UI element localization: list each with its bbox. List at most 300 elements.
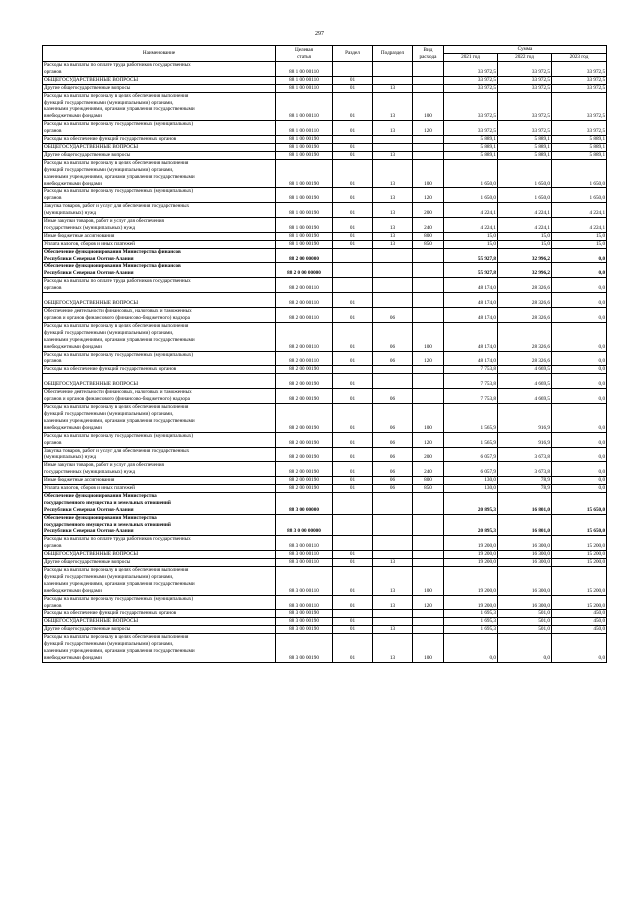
row-sum-2022: 16 300,0 <box>498 567 552 596</box>
table-row <box>43 92 607 121</box>
row-section <box>333 62 373 77</box>
row-subsection: 13 <box>373 218 413 233</box>
row-name <box>43 366 276 374</box>
row-subsection: 13 <box>373 159 413 188</box>
row-sum-2023: 0,0 <box>552 293 607 308</box>
row-name-line: Расходы на выплаты персоналу государственных (муниципальных) <box>44 432 194 439</box>
row-section: 01 <box>333 293 373 308</box>
row-target-article: 88 1 00 00110 <box>276 92 333 121</box>
row-section: 01 <box>333 462 373 477</box>
row-name-line: внебюджетными фондами <box>44 343 102 350</box>
row-name-line: Обеспечение функционирования Министерства финансов <box>44 263 181 270</box>
row-target-article: 88 3 00 00110 <box>276 551 333 559</box>
row-name-line: Расходы на выплаты по оплате труда работников государственных <box>44 278 191 285</box>
row-name-line: органов и органов финансового (финансово-бюджетного) надзора <box>44 396 190 403</box>
row-sum-2021: 48 174,0 <box>444 293 498 308</box>
row-section <box>333 366 373 374</box>
row-name-line: Расходы на обеспечение функций государственных органов <box>44 136 177 143</box>
table-row <box>43 351 607 366</box>
row-expense-kind <box>413 143 444 151</box>
row-name-line: Расходы на выплаты персоналу государственных (муниципальных) <box>44 595 194 602</box>
row-section: 01 <box>333 308 373 323</box>
row-sum-2022: 1 650,0 <box>498 188 552 203</box>
row-sum-2022: 916,9 <box>498 432 552 447</box>
row-name-line: Расходы на обеспечение функций государственных органов <box>44 366 177 373</box>
row-name <box>43 188 276 203</box>
table-row <box>43 485 607 493</box>
row-sum-2023: 0,0 <box>552 351 607 366</box>
row-name <box>43 240 276 248</box>
row-name-line: функций государственными (муниципальными) органами, <box>44 99 174 106</box>
row-name-line: Обеспечение функционирования Министерства <box>44 514 157 521</box>
row-name <box>43 92 276 121</box>
row-expense-kind <box>413 551 444 559</box>
row-section: 01 <box>333 595 373 610</box>
row-sum-2023: 33 972,5 <box>552 92 607 121</box>
row-subsection: 13 <box>373 559 413 567</box>
row-name <box>43 389 276 404</box>
row-subsection: 13 <box>373 188 413 203</box>
row-name <box>43 514 276 536</box>
row-name-line: функций государственными (муниципальными) органами, <box>44 329 174 336</box>
row-expense-kind: 120 <box>413 595 444 610</box>
header-article-line1: Целевая <box>294 46 313 53</box>
header-kind-line1: Вид <box>423 46 433 53</box>
table-row <box>43 322 607 351</box>
row-name-line: функций государственными (муниципальными) органами, <box>44 166 174 173</box>
row-expense-kind: 200 <box>413 203 444 218</box>
row-name-line: внебюджетными фондами <box>44 424 102 431</box>
table-row <box>43 159 607 188</box>
row-target-article: 88 2 00 00190 <box>276 485 333 493</box>
row-name-line: Закупка товаров, работ и услуг для обеспечения государственных <box>44 447 190 454</box>
row-sum-2022: 16 801,0 <box>498 492 552 514</box>
row-name-line: внебюджетными фондами <box>44 587 102 594</box>
row-sum-2022: 4 224,1 <box>498 203 552 218</box>
row-name-line: внебюджетными фондами <box>44 180 102 187</box>
row-section: 01 <box>333 374 373 389</box>
row-name-line: органов <box>44 285 62 292</box>
row-sum-2023: 15 200,0 <box>552 559 607 567</box>
row-section: 01 <box>333 477 373 485</box>
row-sum-2023: 0,0 <box>552 485 607 493</box>
row-name-line: Обеспечение функционирования Министерства финансов <box>44 248 181 255</box>
row-sum-2022: 4 669,5 <box>498 389 552 404</box>
row-name-line: органов <box>44 128 62 135</box>
row-expense-kind: 120 <box>413 121 444 136</box>
row-name <box>43 143 276 151</box>
row-sum-2021: 48 174,0 <box>444 322 498 351</box>
row-sum-2021: 19 200,0 <box>444 551 498 559</box>
table-row <box>43 76 607 84</box>
row-name <box>43 263 276 278</box>
row-name-line: Обеспечение функционирования Министерства <box>44 492 157 499</box>
row-section: 01 <box>333 389 373 404</box>
row-name <box>43 374 276 389</box>
row-section: 01 <box>333 559 373 567</box>
table-row <box>43 618 607 626</box>
row-expense-kind: 240 <box>413 218 444 233</box>
row-name-line: функций государственными (муниципальными) органами, <box>44 573 174 580</box>
row-section: 01 <box>333 92 373 121</box>
row-name-line: (муниципальных) нужд <box>44 454 97 461</box>
header-section: Раздел <box>333 46 373 62</box>
row-sum-2021: 7 753,8 <box>444 374 498 389</box>
table-row <box>43 240 607 248</box>
table-body <box>43 62 607 663</box>
row-expense-kind <box>413 62 444 77</box>
row-expense-kind: 850 <box>413 240 444 248</box>
row-section: 01 <box>333 76 373 84</box>
row-target-article: 88 2 00 00000 <box>276 248 333 263</box>
table-row <box>43 447 607 462</box>
row-sum-2023: 0,0 <box>552 432 607 447</box>
row-subsection <box>373 610 413 618</box>
row-name-line: Другие общегосударственные вопросы <box>44 626 131 633</box>
row-sum-2021: 55 927,8 <box>444 263 498 278</box>
row-target-article: 88 2 00 00190 <box>276 447 333 462</box>
row-subsection <box>373 366 413 374</box>
row-sum-2022: 32 996,2 <box>498 263 552 278</box>
table-row <box>43 559 607 567</box>
row-section: 01 <box>333 351 373 366</box>
row-subsection <box>373 374 413 389</box>
row-target-article: 88 2 00 00190 <box>276 374 333 389</box>
row-subsection <box>373 536 413 551</box>
row-name-line: Республики Северная Осетия-Алания <box>44 506 134 513</box>
row-sum-2021: 7 753,8 <box>444 389 498 404</box>
row-sum-2021: 1 650,0 <box>444 159 498 188</box>
row-subsection: 13 <box>373 240 413 248</box>
row-sum-2023: 15 200,0 <box>552 536 607 551</box>
row-sum-2023: 450,0 <box>552 610 607 618</box>
row-sum-2023: 0,0 <box>552 462 607 477</box>
row-name-line: ОБЩЕГОСУДАРСТВЕННЫЕ ВОПРОСЫ <box>44 76 139 83</box>
row-target-article: 88 1 00 00190 <box>276 232 333 240</box>
row-name-line: Расходы на выплаты персоналу в целях обеспечения выполнения <box>44 322 189 329</box>
row-target-article: 88 1 00 00190 <box>276 136 333 144</box>
row-subsection: 13 <box>373 634 413 663</box>
row-name-line: Иные закупки товаров, работ и услуг для обеспечения <box>44 462 164 469</box>
row-name-line: ОБЩЕГОСУДАРСТВЕННЫЕ ВОПРОСЫ <box>44 143 139 150</box>
row-name-line: Другие общегосударственные вопросы <box>44 559 131 566</box>
row-sum-2022: 5 889,1 <box>498 151 552 159</box>
row-subsection: 06 <box>373 462 413 477</box>
row-sum-2021: 1 565,9 <box>444 404 498 433</box>
row-name-line: органов <box>44 358 62 365</box>
row-target-article: 88 1 00 00110 <box>276 62 333 77</box>
row-sum-2021: 5 889,1 <box>444 151 498 159</box>
table-row <box>43 404 607 433</box>
row-subsection <box>373 551 413 559</box>
row-sum-2022: 78,9 <box>498 485 552 493</box>
table-row <box>43 293 607 308</box>
row-target-article: 88 2 00 00190 <box>276 432 333 447</box>
row-section <box>333 248 373 263</box>
row-name <box>43 559 276 567</box>
row-sum-2023: 0,0 <box>552 366 607 374</box>
row-name <box>43 76 276 84</box>
row-name-line: органов и органов финансового (финансово-бюджетного) надзора <box>44 315 190 321</box>
row-sum-2021: 33 972,5 <box>444 92 498 121</box>
row-sum-2021: 5 889,1 <box>444 143 498 151</box>
table-row <box>43 248 607 263</box>
row-name <box>43 84 276 92</box>
row-sum-2021: 33 972,5 <box>444 76 498 84</box>
row-expense-kind <box>413 374 444 389</box>
row-sum-2021: 1 650,0 <box>444 188 498 203</box>
row-section: 01 <box>333 432 373 447</box>
row-sum-2021: 130,0 <box>444 477 498 485</box>
row-expense-kind: 100 <box>413 567 444 596</box>
row-sum-2021: 4 224,1 <box>444 203 498 218</box>
row-expense-kind <box>413 293 444 308</box>
row-sum-2022: 16 801,0 <box>498 514 552 536</box>
row-name-line: Иные закупки товаров, работ и услуг для обеспечения <box>44 218 164 225</box>
row-section: 01 <box>333 188 373 203</box>
row-name <box>43 618 276 626</box>
row-expense-kind <box>413 626 444 634</box>
table-row <box>43 278 607 293</box>
row-section <box>333 136 373 144</box>
row-target-article: 88 3 00 00190 <box>276 634 333 663</box>
row-expense-kind <box>413 308 444 323</box>
row-sum-2023: 0,0 <box>552 389 607 404</box>
row-section: 01 <box>333 218 373 233</box>
row-name-line: казенными учреждениями, органами управления государственными <box>44 580 195 587</box>
row-sum-2021: 20 895,3 <box>444 492 498 514</box>
row-sum-2022: 501,0 <box>498 610 552 618</box>
row-name <box>43 492 276 514</box>
row-sum-2023: 1 650,0 <box>552 159 607 188</box>
row-section: 01 <box>333 203 373 218</box>
row-name <box>43 248 276 263</box>
row-name-line: органов <box>44 439 62 446</box>
row-expense-kind: 800 <box>413 477 444 485</box>
row-sum-2022: 33 972,5 <box>498 62 552 77</box>
row-sum-2022: 28 326,6 <box>498 322 552 351</box>
row-expense-kind: 850 <box>413 485 444 493</box>
row-name-line: внебюджетными фондами <box>44 113 102 120</box>
row-sum-2021: 33 972,5 <box>444 84 498 92</box>
row-target-article: 88 3 00 00110 <box>276 595 333 610</box>
row-sum-2022: 33 972,5 <box>498 76 552 84</box>
row-sum-2022: 33 972,5 <box>498 84 552 92</box>
row-sum-2022: 15,0 <box>498 240 552 248</box>
table-row <box>43 62 607 77</box>
row-sum-2022: 16 300,0 <box>498 595 552 610</box>
row-subsection: 06 <box>373 322 413 351</box>
row-name <box>43 121 276 136</box>
table-row <box>43 551 607 559</box>
row-section: 01 <box>333 151 373 159</box>
row-sum-2022: 916,9 <box>498 404 552 433</box>
budget-table <box>42 45 607 663</box>
row-sum-2023: 15 650,0 <box>552 514 607 536</box>
row-expense-kind: 120 <box>413 351 444 366</box>
row-sum-2021: 4 224,1 <box>444 218 498 233</box>
row-name-line: Республики Северная Осетия-Алания <box>44 255 134 262</box>
row-expense-kind: 100 <box>413 404 444 433</box>
row-target-article: 88 2 0 00 00000 <box>276 263 333 278</box>
row-sum-2023: 5 889,1 <box>552 151 607 159</box>
row-sum-2023: 0,0 <box>552 477 607 485</box>
row-expense-kind: 120 <box>413 432 444 447</box>
row-sum-2021: 1 695,3 <box>444 626 498 634</box>
row-name-line: органов <box>44 602 62 609</box>
row-name-line: Расходы на выплаты персоналу в целях обеспечения выполнения <box>44 404 189 411</box>
row-expense-kind <box>413 492 444 514</box>
row-target-article: 88 1 00 00110 <box>276 84 333 92</box>
row-section: 01 <box>333 159 373 188</box>
table-row <box>43 366 607 374</box>
row-sum-2023: 0,0 <box>552 447 607 462</box>
table-row <box>43 308 607 323</box>
row-sum-2022: 33 972,5 <box>498 121 552 136</box>
row-sum-2021: 6 057,9 <box>444 462 498 477</box>
row-name-line: Другие общегосударственные вопросы <box>44 151 131 158</box>
row-name-line: Расходы на выплаты персоналу государственных (муниципальных) <box>44 121 194 128</box>
row-name <box>43 404 276 433</box>
row-name-line: казенными учреждениями, органами управления государственными <box>44 417 195 424</box>
row-subsection: 06 <box>373 389 413 404</box>
row-subsection: 13 <box>373 232 413 240</box>
row-sum-2023: 33 972,5 <box>552 84 607 92</box>
row-expense-kind: 800 <box>413 232 444 240</box>
row-expense-kind: 100 <box>413 634 444 663</box>
row-target-article: 88 2 00 00110 <box>276 308 333 323</box>
row-sum-2022: 28 326,6 <box>498 351 552 366</box>
row-section <box>333 263 373 278</box>
row-sum-2023: 33 972,5 <box>552 76 607 84</box>
row-target-article: 88 2 00 00190 <box>276 366 333 374</box>
header-article <box>276 46 333 62</box>
row-name-line: Уплата налогов, сборов и иных платежей <box>44 485 135 492</box>
row-section: 01 <box>333 551 373 559</box>
row-sum-2021: 19 200,0 <box>444 567 498 596</box>
row-sum-2021: 0,0 <box>444 634 498 663</box>
row-name <box>43 159 276 188</box>
row-expense-kind <box>413 263 444 278</box>
table-row <box>43 263 607 278</box>
row-name-line: ОБЩЕГОСУДАРСТВЕННЫЕ ВОПРОСЫ <box>44 551 139 558</box>
row-sum-2022: 3 673,8 <box>498 447 552 462</box>
row-name-line: Обеспечение деятельности финансовых, налоговых и таможенных <box>44 389 192 396</box>
row-sum-2022: 28 326,6 <box>498 293 552 308</box>
row-name <box>43 308 276 323</box>
row-sum-2021: 130,0 <box>444 485 498 493</box>
row-subsection <box>373 143 413 151</box>
row-name-line: государственного имущества и земельных отношений <box>44 499 171 506</box>
row-sum-2021: 48 174,0 <box>444 308 498 323</box>
row-name-line: казенными учреждениями, органами управления государственными <box>44 106 195 113</box>
row-name-line: ОБЩЕГОСУДАРСТВЕННЫЕ ВОПРОСЫ <box>44 618 139 625</box>
row-name-line: Расходы на обеспечение функций государственных органов <box>44 610 177 617</box>
row-section <box>333 610 373 618</box>
row-sum-2022: 28 326,6 <box>498 308 552 323</box>
row-subsection <box>373 248 413 263</box>
row-name <box>43 595 276 610</box>
row-expense-kind: 100 <box>413 159 444 188</box>
row-expense-kind: 100 <box>413 322 444 351</box>
row-name <box>43 322 276 351</box>
row-sum-2021: 48 174,0 <box>444 278 498 293</box>
row-section: 01 <box>333 618 373 626</box>
row-name <box>43 610 276 618</box>
row-name-line: Расходы на выплаты персоналу в целях обеспечения выполнения <box>44 92 189 99</box>
row-expense-kind <box>413 136 444 144</box>
row-sum-2021: 15,0 <box>444 240 498 248</box>
table-row <box>43 389 607 404</box>
row-section: 01 <box>333 84 373 92</box>
row-sum-2023: 4 224,1 <box>552 203 607 218</box>
row-name-line: Расходы на выплаты по оплате труда работников государственных <box>44 536 191 543</box>
row-target-article: 88 3 00 00190 <box>276 618 333 626</box>
row-name <box>43 551 276 559</box>
row-sum-2023: 0,0 <box>552 374 607 389</box>
row-subsection <box>373 492 413 514</box>
row-name-line: Расходы на выплаты персоналу в целях обеспечения выполнения <box>44 159 189 166</box>
row-subsection <box>373 278 413 293</box>
row-sum-2022: 4 669,5 <box>498 374 552 389</box>
row-sum-2023: 33 972,5 <box>552 121 607 136</box>
row-name <box>43 634 276 663</box>
row-target-article: 88 3 00 00110 <box>276 567 333 596</box>
row-name <box>43 567 276 596</box>
row-name <box>43 351 276 366</box>
row-name <box>43 293 276 308</box>
row-expense-kind <box>413 559 444 567</box>
row-sum-2022: 28 326,6 <box>498 278 552 293</box>
table-row <box>43 136 607 144</box>
row-sum-2022: 4 224,1 <box>498 218 552 233</box>
row-name <box>43 432 276 447</box>
table-row <box>43 514 607 536</box>
row-sum-2022: 15,0 <box>498 232 552 240</box>
row-subsection: 06 <box>373 485 413 493</box>
row-sum-2023: 0,0 <box>552 278 607 293</box>
row-sum-2021: 19 200,0 <box>444 559 498 567</box>
row-sum-2023: 15 650,0 <box>552 492 607 514</box>
row-subsection: 13 <box>373 626 413 634</box>
table-row <box>43 595 607 610</box>
row-target-article: 88 1 00 00190 <box>276 188 333 203</box>
row-target-article: 88 3 00 00190 <box>276 610 333 618</box>
row-target-article: 88 3 00 00190 <box>276 626 333 634</box>
table-row <box>43 610 607 618</box>
row-subsection <box>373 136 413 144</box>
row-subsection: 13 <box>373 151 413 159</box>
table-row <box>43 462 607 477</box>
row-sum-2023: 450,0 <box>552 618 607 626</box>
row-name-line: (муниципальных) нужд <box>44 210 97 217</box>
row-sum-2021: 19 200,0 <box>444 536 498 551</box>
row-section: 01 <box>333 121 373 136</box>
row-sum-2023: 0,0 <box>552 248 607 263</box>
row-sum-2023: 1 650,0 <box>552 188 607 203</box>
row-target-article: 88 1 00 00190 <box>276 203 333 218</box>
row-name-line: государственных (муниципальных) нужд <box>44 469 136 476</box>
row-section: 01 <box>333 240 373 248</box>
header-sum: Сумма <box>444 46 607 54</box>
row-name-line: Республики Северная Осетия-Алания <box>44 528 134 535</box>
row-target-article: 88 1 00 00110 <box>276 121 333 136</box>
row-subsection <box>373 293 413 308</box>
row-subsection: 13 <box>373 84 413 92</box>
header-name: Наименование <box>43 46 276 62</box>
row-subsection: 06 <box>373 351 413 366</box>
table-row <box>43 626 607 634</box>
